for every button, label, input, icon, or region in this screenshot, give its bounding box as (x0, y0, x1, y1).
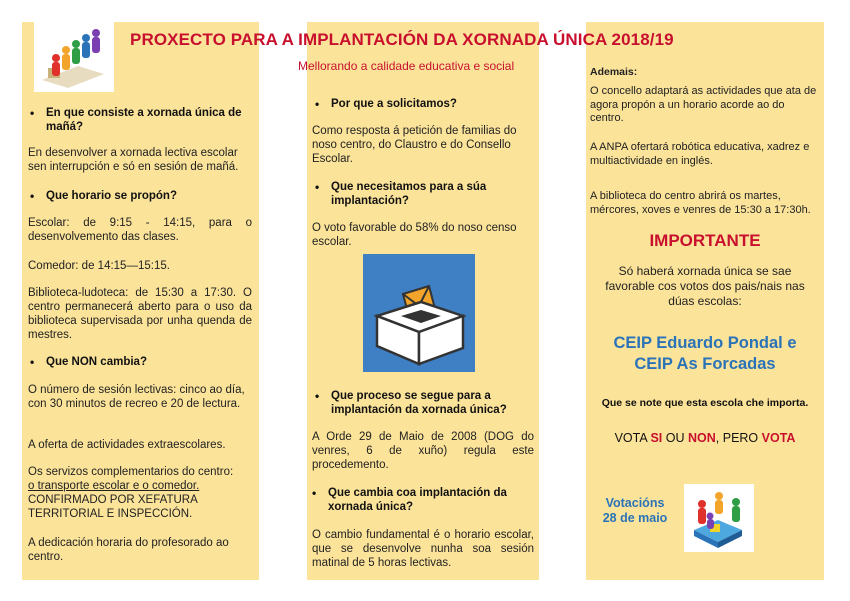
ademais-council: O concello adaptará as actividades que ata de agora propón a un horario acorde ao do centro. (590, 85, 817, 124)
page-title: PROXECTO PARA A IMPLANTACIÓN DA XORNADA ÚNICA 2018/19 (130, 30, 674, 49)
services-intro: Os servizos complementarios do centro: (28, 466, 234, 478)
ballot-box-icon (363, 254, 475, 372)
vota-word: VOTA (614, 431, 647, 445)
question-what-needed: • Que necesitamos para a súa implantación? (311, 180, 536, 208)
answer-services (28, 465, 254, 521)
question-process: • Que proceso se segue para a implantación da xornada única? (311, 389, 536, 417)
ademais-anpa: A ANPA ofertará robótica educativa, xadrez e multiactividade en inglés. (590, 141, 810, 167)
vote-condition: Só haberá xornada única se sae favorable cos votos dos pais/nais nas dúas escolas: (605, 264, 805, 308)
services-confirmed: CONFIRMADO POR XEFATURA TERRITORIAL E INSPECCIÓN. (28, 494, 198, 520)
services-transport-link: o transporte escolar e o comedor. (28, 480, 200, 492)
schools-list (586, 333, 824, 375)
answer-extracurricular: A oferta de actividades extraescolares. (28, 439, 226, 451)
votacions-label: Votacións (605, 496, 665, 510)
ou-word: OU (665, 431, 685, 445)
ademais-library: A biblioteca do centro abrirá os martes, mércores, xoves e venres de 15:30 a 17:30h. (590, 190, 811, 216)
school-matters-note: Que se note que esta escola che importa. (601, 397, 809, 409)
answer-sessions: O número de sesión lectivas: cinco ao día, con 30 minutos de recreo e 20 de lectura. (28, 384, 245, 410)
answer-what-is: En desenvolver a xornada lectiva escolar sen interrupción e só en sesión de mañá. (28, 147, 239, 173)
question-what-not-changes: • Que NON cambia? (26, 355, 256, 369)
vota-final-word: VOTA (761, 431, 796, 445)
answer-process: A Orde 29 de Maio de 2008 (DOG do venres, 6 de xuño) regula este procedemento. (312, 431, 534, 471)
school-as-forcadas: CEIP As Forcadas (634, 355, 776, 373)
page-subtitle: Mellorando a calidade educativa e social (298, 59, 515, 73)
answer-schedule-lunch: Comedor: de 14:15—15:15. (28, 260, 170, 272)
puzzle-people-illustration (684, 484, 754, 552)
votacions-date: 28 de maio (602, 511, 668, 525)
answer-schedule-school: Escolar: de 9:15 - 14:15, para o desenvolvemento das clases. (28, 217, 252, 243)
important-heading: IMPORTANTE (649, 231, 761, 250)
queue-people-illustration (34, 22, 114, 92)
pero-word: , PERO (715, 431, 759, 445)
answer-schedule-library: Biblioteca-ludoteca: de 15:30 a 17:30. O centro permanecerá aberto para o uso da biblioteca supervisada por unha quenda de mestres. (28, 287, 252, 341)
answer-what-needed: O voto favorable do 58% do noso censo escolar. (312, 222, 517, 248)
school-eduardo-pondal: CEIP Eduardo Pondal e (613, 334, 797, 352)
vote-call (586, 431, 824, 445)
answer-what-changes: O cambio fundamental é o horario escolar, que se desenvolve nunha soa sesión matinal de 5 horas lectivas. (312, 529, 534, 569)
non-word: NON (688, 431, 716, 445)
answer-why: Como resposta á petición de familias do noso centro, do Claustro e do Consello Escolar. (312, 125, 517, 165)
question-what-is: • En que consiste a xornada única de mañá? (26, 106, 256, 134)
answer-teacher-hours: A dedicación horaria do profesorado ao centro. (28, 537, 229, 563)
question-why: • Por que a solicitamos? (311, 97, 536, 111)
question-schedule: • Que horario se propón? (26, 189, 256, 203)
si-word: SI (650, 431, 663, 445)
ademais-heading: Ademais: (590, 66, 638, 78)
question-what-changes: • Que cambia coa implantación da xornada única? (308, 486, 536, 514)
voting-date (590, 496, 680, 526)
